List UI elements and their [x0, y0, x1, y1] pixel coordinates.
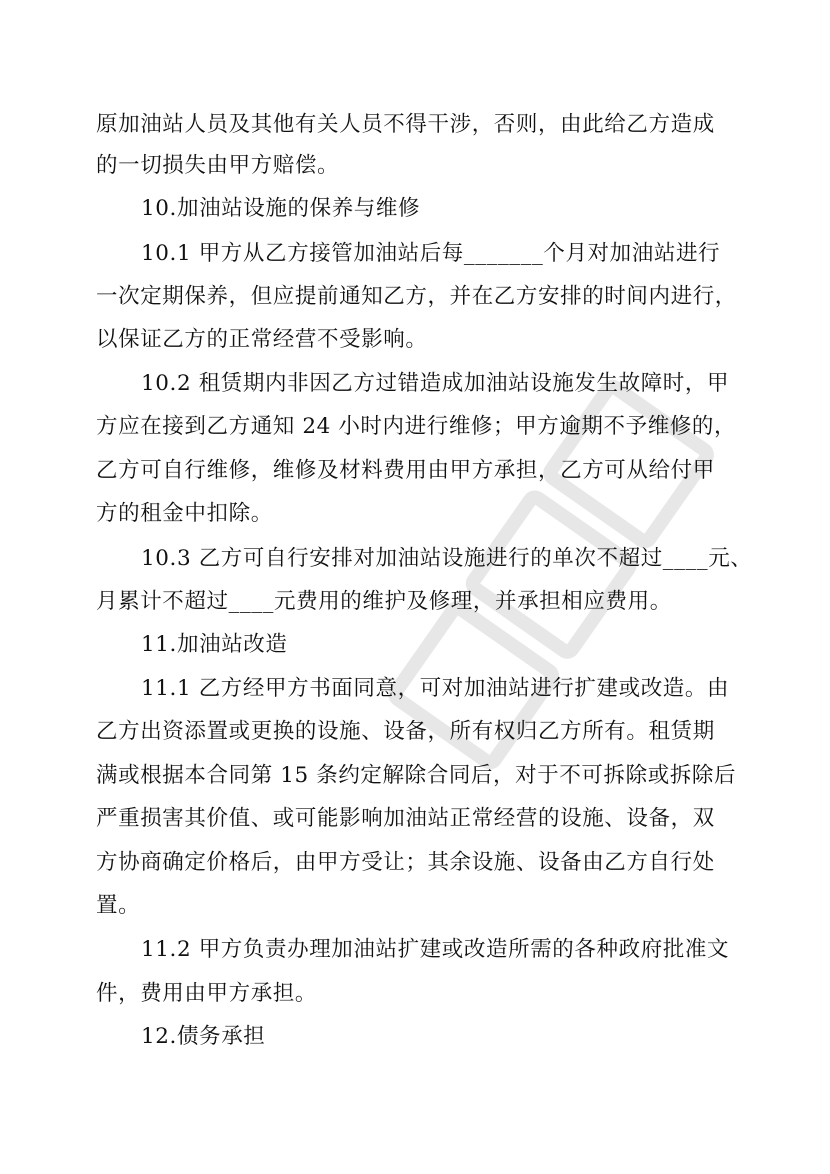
text-line-11: 10.3 乙方可自行安排对加油站设施进行的单次不超过____元、	[141, 546, 753, 571]
text-line-17: 严重损害其价值、或可能影响加油站正常经营的设施、设备，双	[96, 806, 715, 831]
text-line-9: 乙方可自行维修，维修及材料费用由甲方承担，乙方可从给付甲	[96, 458, 715, 483]
text-line-2: 的一切损失由甲方赔偿。	[96, 153, 340, 178]
text-line-12: 月累计不超过____元费用的维护及修理，并承担相应费用。	[96, 589, 672, 614]
text-line-21: 件，费用由甲方承担。	[96, 981, 318, 1006]
text-line-6: 以保证乙方的正常经营不受影响。	[96, 327, 428, 352]
section-heading-11: 11.加油站改造	[141, 632, 288, 657]
text-line-19: 置。	[96, 893, 141, 918]
text-line-7: 10.2 租赁期内非因乙方过错造成加油站设施发生故障时，甲	[141, 371, 730, 396]
text-line-14: 11.1 乙方经甲方书面同意，可对加油站进行扩建或改造。由	[141, 676, 730, 701]
section-heading-10: 10.加油站设施的保养与维修	[141, 196, 421, 221]
text-line-1: 原加油站人员及其他有关人员不得干涉，否则，由此给乙方造成	[96, 112, 715, 137]
text-line-15: 乙方出资添置或更换的设施、设备，所有权归乙方所有。租赁期	[96, 719, 715, 744]
text-line-16: 满或根据本合同第 15 条约定解除合同后，对于不可拆除或拆除后	[96, 763, 737, 788]
text-line-18: 方协商确定价格后，由甲方受让；其余设施、设备由乙方自行处	[96, 850, 715, 875]
section-heading-12: 12.债务承担	[141, 1024, 266, 1049]
text-line-4: 10.1 甲方从乙方接管加油站后每_______个月对加油站进行	[141, 241, 721, 266]
text-line-5: 一次定期保养，但应提前通知乙方，并在乙方安排的时间内进行，	[96, 284, 737, 309]
text-line-8: 方应在接到乙方通知 24 小时内进行维修；甲方逾期不予维修的，	[96, 414, 737, 439]
text-line-20: 11.2 甲方负责办理加油站扩建或改造所需的各种政府批准文	[141, 937, 730, 962]
text-line-10: 方的租金中扣除。	[96, 501, 273, 526]
